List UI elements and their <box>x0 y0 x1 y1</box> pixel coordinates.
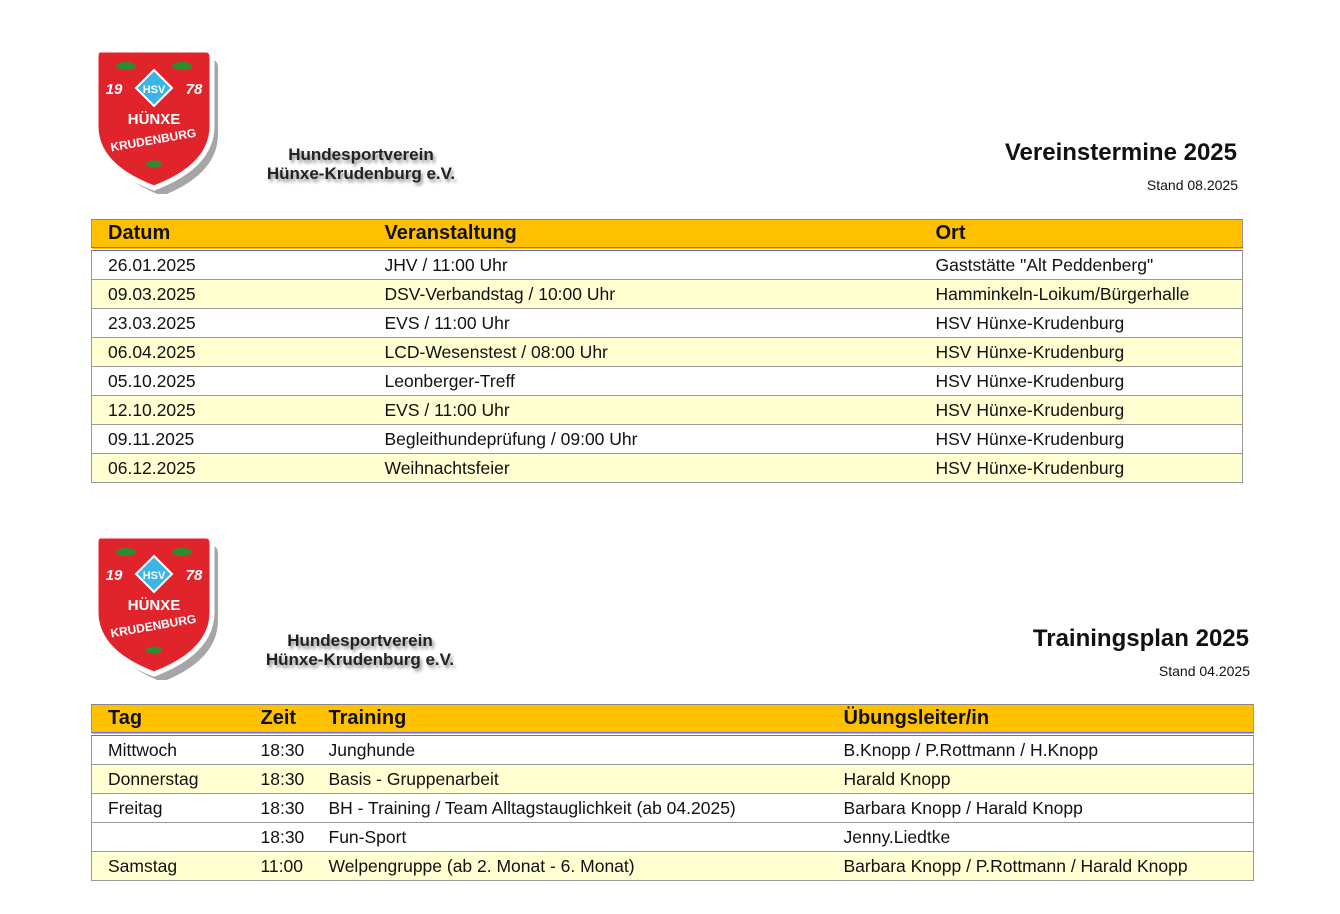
header-ort: Ort <box>920 220 1243 250</box>
cell-day <box>92 823 245 852</box>
cell-training: Welpengruppe (ab 2. Monat - 6. Monat) <box>321 852 828 881</box>
cell-trainer: Harald Knopp <box>828 765 1254 794</box>
club-name-line1: Hundesportverein <box>288 145 434 164</box>
header-uebungsleiter: Übungsleiter/in <box>828 705 1254 735</box>
table-row <box>92 396 1243 425</box>
club-logo <box>90 530 218 680</box>
logo-year-right: 78 <box>185 81 203 98</box>
table-row <box>92 765 1254 794</box>
logo-year-right: 78 <box>185 567 203 584</box>
header-veranstaltung: Veranstaltung <box>369 220 920 250</box>
table-row <box>92 734 1254 765</box>
cell-date: 06.12.2025 <box>92 454 369 483</box>
header-tag: Tag <box>92 705 245 735</box>
cell-location: HSV Hünxe-Krudenburg <box>920 425 1243 454</box>
table-row <box>92 823 1254 852</box>
logo-word-bottom: KRUDENBURG <box>109 611 198 641</box>
cell-event: EVS / 11:00 Uhr <box>369 396 920 425</box>
cell-location: HSV Hünxe-Krudenburg <box>920 309 1243 338</box>
cell-date: 26.01.2025 <box>92 249 369 280</box>
club-name <box>241 145 481 183</box>
cell-event: Leonberger-Treff <box>369 367 920 396</box>
cell-location: HSV Hünxe-Krudenburg <box>920 367 1243 396</box>
cell-date: 06.04.2025 <box>92 338 369 367</box>
cell-date: 05.10.2025 <box>92 367 369 396</box>
cell-event: DSV-Verbandstag / 10:00 Uhr <box>369 280 920 309</box>
cell-day: Freitag <box>92 794 245 823</box>
cell-day: Donnerstag <box>92 765 245 794</box>
table-header-row <box>92 705 1254 735</box>
cell-trainer: Barbara Knopp / Harald Knopp <box>828 794 1254 823</box>
cell-date: 09.03.2025 <box>92 280 369 309</box>
logo-monogram: HSV <box>142 570 166 582</box>
training-table <box>91 704 1254 881</box>
page-title: Trainingsplan 2025 <box>1032 625 1249 652</box>
logo-year-left: 19 <box>105 567 123 584</box>
logo-monogram: HSV <box>142 84 166 96</box>
cell-time: 18:30 <box>245 734 321 765</box>
shield-logo-icon <box>90 530 218 680</box>
cell-training: BH - Training / Team Alltagstauglichkeit (ab 04.2025) <box>321 794 828 823</box>
cell-time: 18:30 <box>245 765 321 794</box>
cell-location: HSV Hünxe-Krudenburg <box>920 454 1243 483</box>
cell-date: 23.03.2025 <box>92 309 369 338</box>
cell-event: EVS / 11:00 Uhr <box>369 309 920 338</box>
cell-training: Basis - Gruppenarbeit <box>321 765 828 794</box>
table-row <box>92 367 1243 396</box>
cell-location: Gaststätte "Alt Peddenberg" <box>920 249 1243 280</box>
cell-date: 12.10.2025 <box>92 396 369 425</box>
cell-location: HSV Hünxe-Krudenburg <box>920 396 1243 425</box>
stand-date: Stand 08.2025 <box>1146 177 1238 193</box>
logo-word-bottom: KRUDENBURG <box>109 125 198 155</box>
logo-year-left: 19 <box>105 81 123 98</box>
cell-trainer: B.Knopp / P.Rottmann / H.Knopp <box>828 734 1254 765</box>
table-header-row <box>92 220 1243 250</box>
club-name-line2: Hünxe-Krudenburg e.V. <box>266 164 456 183</box>
cell-time: 11:00 <box>245 852 321 881</box>
cell-training: Junghunde <box>321 734 828 765</box>
cell-day: Mittwoch <box>92 734 245 765</box>
cell-event: JHV / 11:00 Uhr <box>369 249 920 280</box>
table-row <box>92 454 1243 483</box>
club-name <box>240 631 480 669</box>
cell-time: 18:30 <box>245 794 321 823</box>
club-name-line2: Hünxe-Krudenburg e.V. <box>265 650 455 669</box>
cell-event: LCD-Wesenstest / 08:00 Uhr <box>369 338 920 367</box>
cell-location: HSV Hünxe-Krudenburg <box>920 338 1243 367</box>
cell-day: Samstag <box>92 852 245 881</box>
table-row <box>92 249 1243 280</box>
club-name-line1: Hundesportverein <box>287 631 433 650</box>
stand-date: Stand 04.2025 <box>1158 663 1250 679</box>
club-logo <box>90 44 218 194</box>
cell-trainer: Barbara Knopp / P.Rottmann / Harald Knopp <box>828 852 1254 881</box>
cell-time: 18:30 <box>245 823 321 852</box>
table-row <box>92 794 1254 823</box>
logo-word-top: HÜNXE <box>127 111 181 128</box>
table-row <box>92 280 1243 309</box>
cell-date: 09.11.2025 <box>92 425 369 454</box>
page-title: Vereinstermine 2025 <box>1004 139 1237 166</box>
header-zeit: Zeit <box>245 705 321 735</box>
cell-event: Begleithundeprüfung / 09:00 Uhr <box>369 425 920 454</box>
cell-trainer: Jenny.Liedtke <box>828 823 1254 852</box>
table-row <box>92 309 1243 338</box>
cell-location: Hamminkeln-Loikum/Bürgerhalle <box>920 280 1243 309</box>
cell-event: Weihnachtsfeier <box>369 454 920 483</box>
table-row <box>92 852 1254 881</box>
header-datum: Datum <box>92 220 369 250</box>
events-table <box>91 219 1243 483</box>
logo-word-top: HÜNXE <box>127 597 181 614</box>
shield-logo-icon <box>90 44 218 194</box>
cell-training: Fun-Sport <box>321 823 828 852</box>
table-row <box>92 338 1243 367</box>
table-row <box>92 425 1243 454</box>
header-training: Training <box>321 705 828 735</box>
